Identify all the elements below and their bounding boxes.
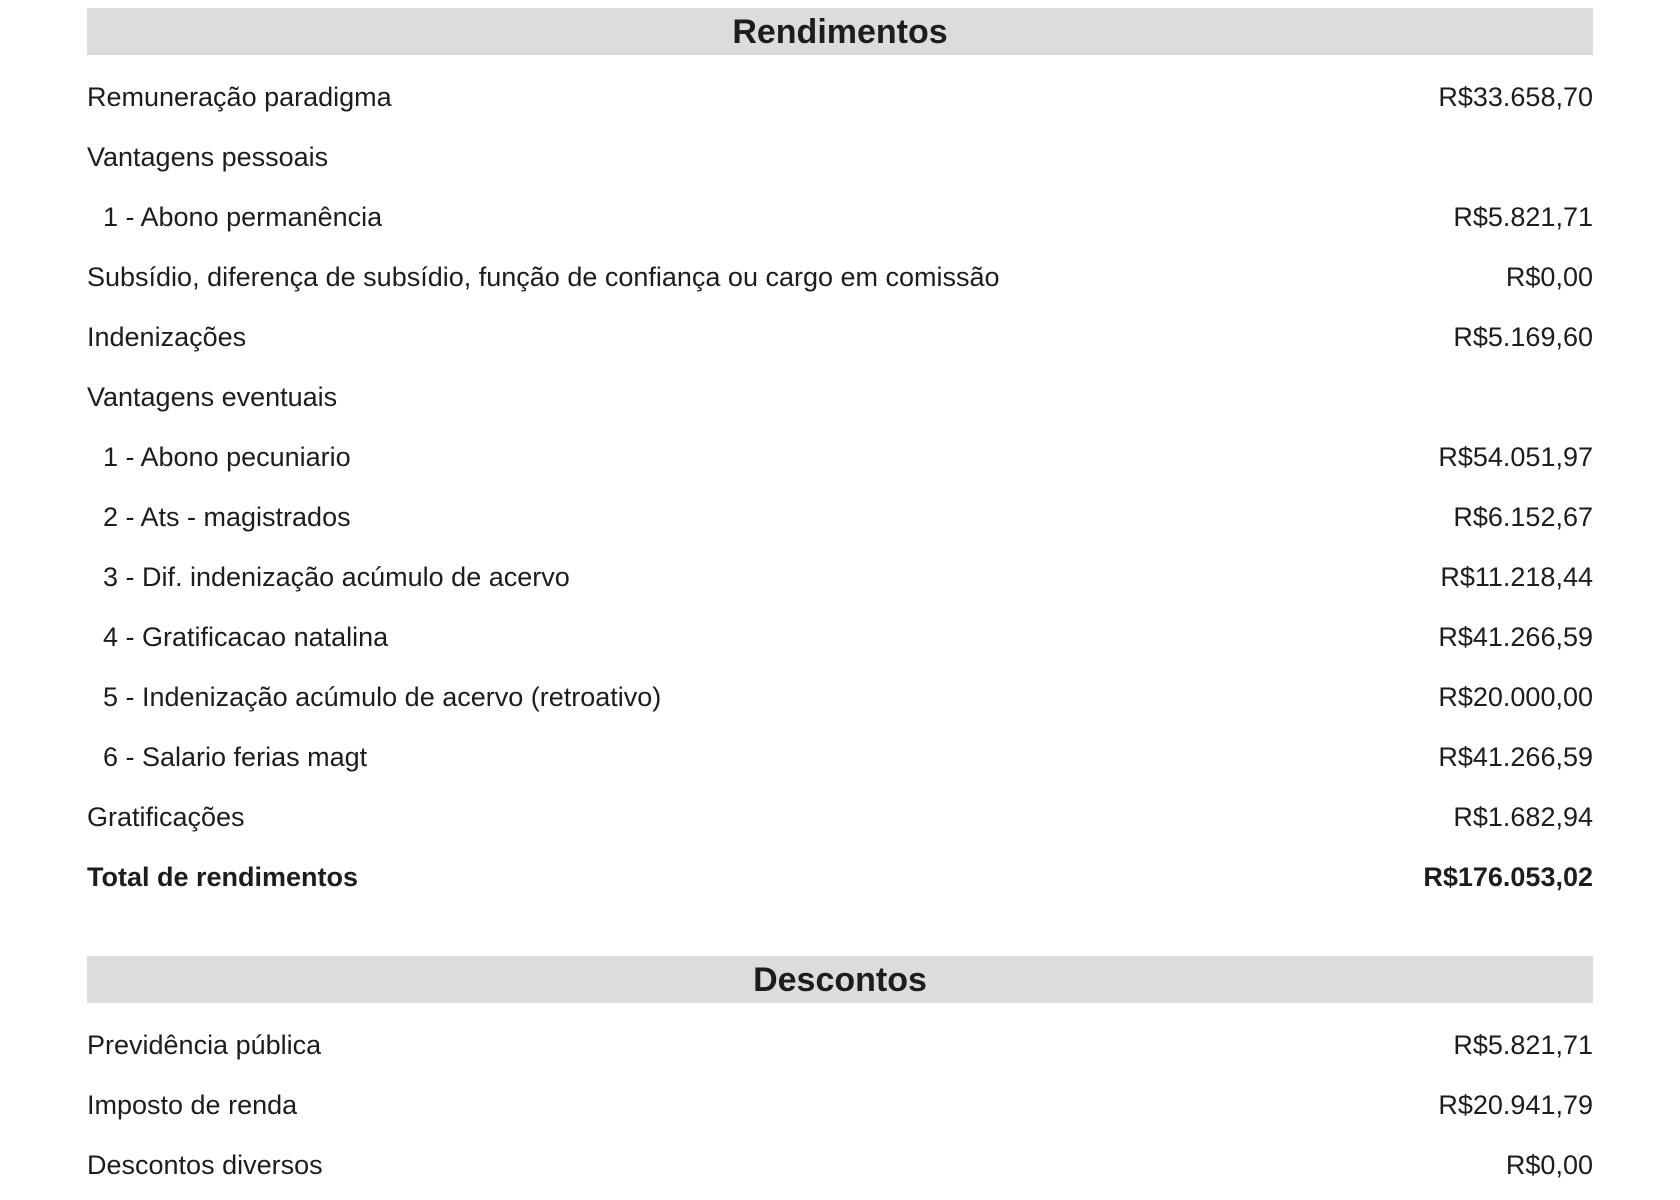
row-value: R$41.266,59 [1438,741,1593,772]
row-value: R$6.152,67 [1453,501,1593,532]
row-value: R$0,00 [1505,1149,1593,1180]
table-row [87,427,1593,487]
table-row-total-rendimentos [87,847,1593,907]
table-row [87,487,1593,547]
table-row [87,127,1593,187]
row-label: Subsídio, diferença de subsídio, função de confiança ou cargo em comissão [87,261,1000,292]
row-value: R$11.218,44 [1440,561,1593,592]
table-row [87,247,1593,307]
row-label: Descontos diversos [87,1149,323,1180]
row-label: 1 - Abono permanência [103,201,383,232]
table-row [87,187,1593,247]
row-value: R$176.053,02 [1423,861,1593,892]
section-header-rendimentos [87,8,1593,55]
row-label: 3 - Dif. indenização acúmulo de acervo [103,561,570,592]
row-value: R$20.941,79 [1438,1089,1593,1120]
row-label: 6 - Salario ferias magt [103,741,368,772]
row-value: R$0,00 [1505,261,1593,292]
section-title: Rendimentos [732,12,948,51]
table-row [87,607,1593,667]
row-value: R$1.682,94 [1453,801,1593,832]
row-label: 2 - Ats - magistrados [103,501,351,532]
table-row [87,667,1593,727]
row-label: Gratificações [87,801,245,832]
row-label: 1 - Abono pecuniario [103,441,351,472]
row-label: Remuneração paradigma [87,81,392,112]
payslip-sheet [87,8,1593,1195]
row-value: R$5.169,60 [1453,321,1593,352]
rendimentos-rows [87,55,1593,907]
table-row [87,307,1593,367]
row-label: Previdência pública [87,1029,322,1060]
table-row [87,1015,1593,1075]
table-row [87,727,1593,787]
section-rendimentos [87,8,1593,907]
row-label: Vantagens eventuais [87,381,338,412]
descontos-rows [87,1003,1593,1195]
section-header-descontos [87,956,1593,1003]
row-value: R$20.000,00 [1438,681,1593,712]
section-descontos [87,956,1593,1195]
table-row [87,1075,1593,1135]
table-row [87,547,1593,607]
row-value: R$54.051,97 [1438,441,1593,472]
row-label: Imposto de renda [87,1089,298,1120]
row-label: Vantagens pessoais [87,141,329,172]
row-label: Total de rendimentos [87,861,359,892]
row-value: R$5.821,71 [1453,201,1593,232]
table-row [87,1135,1593,1195]
section-title: Descontos [753,960,927,999]
row-label: Indenizações [87,321,247,352]
row-value: R$5.821,71 [1453,1029,1593,1060]
row-value: R$33.658,70 [1438,81,1593,112]
row-value: R$41.266,59 [1438,621,1593,652]
table-row [87,787,1593,847]
row-label: 5 - Indenização acúmulo de acervo (retroativo) [103,681,662,712]
row-label: 4 - Gratificacao natalina [103,621,389,652]
table-row [87,67,1593,127]
table-row [87,367,1593,427]
